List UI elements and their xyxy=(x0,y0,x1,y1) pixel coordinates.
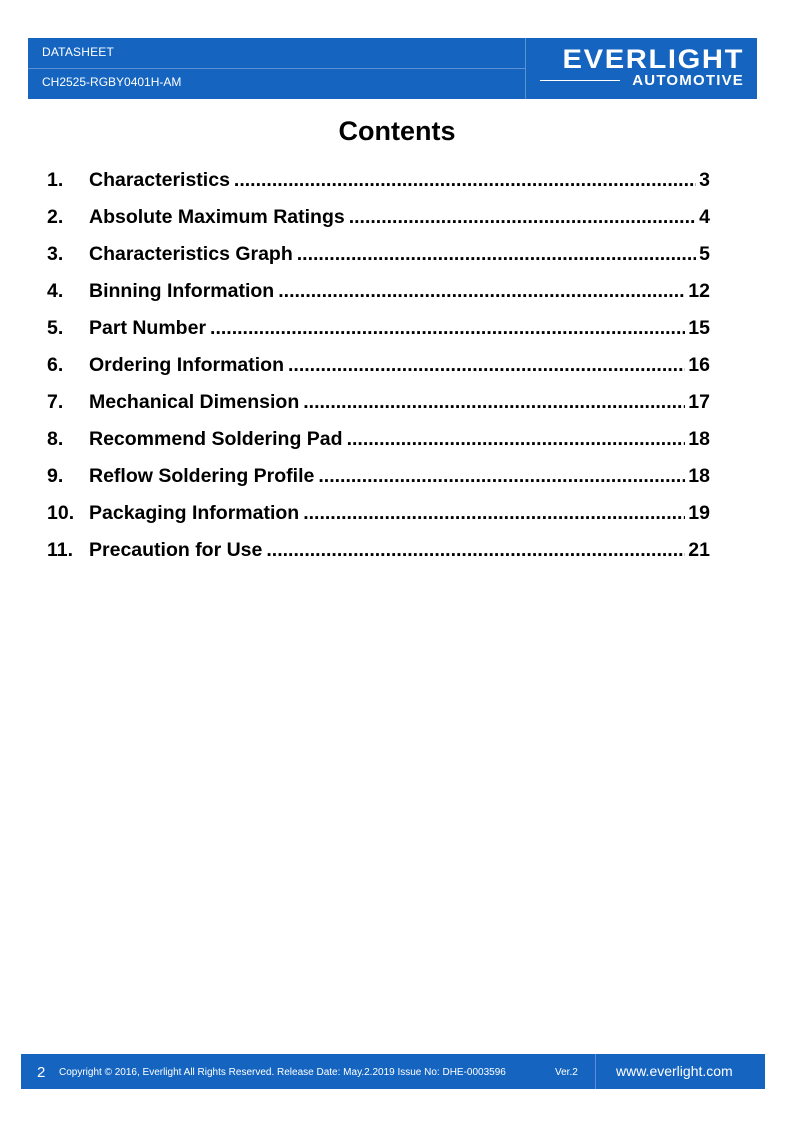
toc-title: Mechanical Dimension xyxy=(89,391,300,413)
toc-page-number: 17 xyxy=(688,391,710,413)
toc-page-number: 15 xyxy=(688,317,710,339)
toc-entry-packaging-information[interactable] xyxy=(47,499,710,536)
toc-title: Binning Information xyxy=(89,280,275,302)
toc-title: Reflow Soldering Profile xyxy=(89,465,315,487)
toc-entry-mechanical-dimension[interactable] xyxy=(47,388,710,425)
toc-page-number: 3 xyxy=(699,169,710,191)
toc-page-number: 12 xyxy=(688,280,710,302)
toc-title: Recommend Soldering Pad xyxy=(89,428,343,450)
toc-leader-dots xyxy=(234,166,696,194)
toc-entry-characteristics-graph[interactable] xyxy=(47,240,710,277)
toc-leader-dots xyxy=(288,351,685,379)
toc-entry-characteristics[interactable] xyxy=(47,166,710,203)
toc-page-number: 19 xyxy=(688,502,710,524)
toc-page-number: 21 xyxy=(688,539,710,561)
toc-title: Characteristics xyxy=(89,169,230,191)
header-info-panel xyxy=(28,38,526,99)
page-title: Contents xyxy=(338,116,456,146)
logo-rule xyxy=(540,80,620,81)
version-label: Ver.2 xyxy=(555,1067,578,1078)
toc-number: 8. xyxy=(47,428,64,450)
footer-band xyxy=(21,1054,765,1089)
logo-subtitle: AUTOMOTIVE xyxy=(632,72,744,89)
toc-number: 7. xyxy=(47,391,64,413)
toc-leader-dots xyxy=(318,462,685,490)
toc-leader-dots xyxy=(210,314,685,342)
toc-number: 6. xyxy=(47,354,64,376)
toc-leader-dots xyxy=(266,536,685,564)
toc-entry-precaution-for-use[interactable] xyxy=(47,536,710,573)
toc-entry-reflow-soldering-profile[interactable] xyxy=(47,462,710,499)
toc-title: Part Number xyxy=(89,317,207,339)
toc-title: Absolute Maximum Ratings xyxy=(89,206,345,228)
toc-leader-dots xyxy=(303,388,685,416)
toc-leader-dots xyxy=(349,203,696,231)
logo-wordmark: EVERLIGHT xyxy=(562,44,744,74)
toc-page-number: 18 xyxy=(688,465,710,487)
toc-page-number: 4 xyxy=(699,206,710,228)
toc-leader-dots xyxy=(347,425,686,453)
toc-leader-dots xyxy=(303,499,685,527)
everlight-automotive-logo xyxy=(538,44,748,94)
toc-entry-binning-information[interactable] xyxy=(47,277,710,314)
toc-title: Packaging Information xyxy=(89,502,300,524)
toc-entry-recommend-soldering-pad[interactable] xyxy=(47,425,710,462)
footer-info-panel xyxy=(21,1054,596,1089)
toc-number: 3. xyxy=(47,243,64,265)
copyright-notice: Copyright © 2016, Everlight All Rights Reserved. Release Date: May.2.2019 Issue No: DHE-0003596 xyxy=(59,1067,506,1078)
toc-title: Ordering Information xyxy=(89,354,284,376)
toc-leader-dots xyxy=(278,277,685,305)
toc-number: 11. xyxy=(47,539,74,561)
toc-number: 5. xyxy=(47,317,64,339)
header-divider xyxy=(28,68,526,69)
doc-type-label: DATASHEET xyxy=(42,45,115,59)
toc-number: 4. xyxy=(47,280,64,302)
toc-number: 9. xyxy=(47,465,64,487)
page-number: 2 xyxy=(37,1064,46,1081)
toc-page-number: 5 xyxy=(699,243,710,265)
toc-entry-ordering-information[interactable] xyxy=(47,351,710,388)
toc-number: 1. xyxy=(47,169,64,191)
toc-page-number: 16 xyxy=(688,354,710,376)
toc-title: Precaution for Use xyxy=(89,539,263,561)
table-of-contents xyxy=(47,166,710,573)
toc-page-number: 18 xyxy=(688,428,710,450)
toc-title: Characteristics Graph xyxy=(89,243,293,265)
part-number: CH2525-RGBY0401H-AM xyxy=(42,75,182,89)
toc-number: 10. xyxy=(47,502,75,524)
toc-entry-absolute-maximum-ratings[interactable] xyxy=(47,203,710,240)
toc-leader-dots xyxy=(297,240,696,268)
website-link[interactable]: www.everlight.com xyxy=(616,1063,733,1079)
header-band xyxy=(28,38,757,99)
toc-entry-part-number[interactable] xyxy=(47,314,710,351)
toc-number: 2. xyxy=(47,206,64,228)
